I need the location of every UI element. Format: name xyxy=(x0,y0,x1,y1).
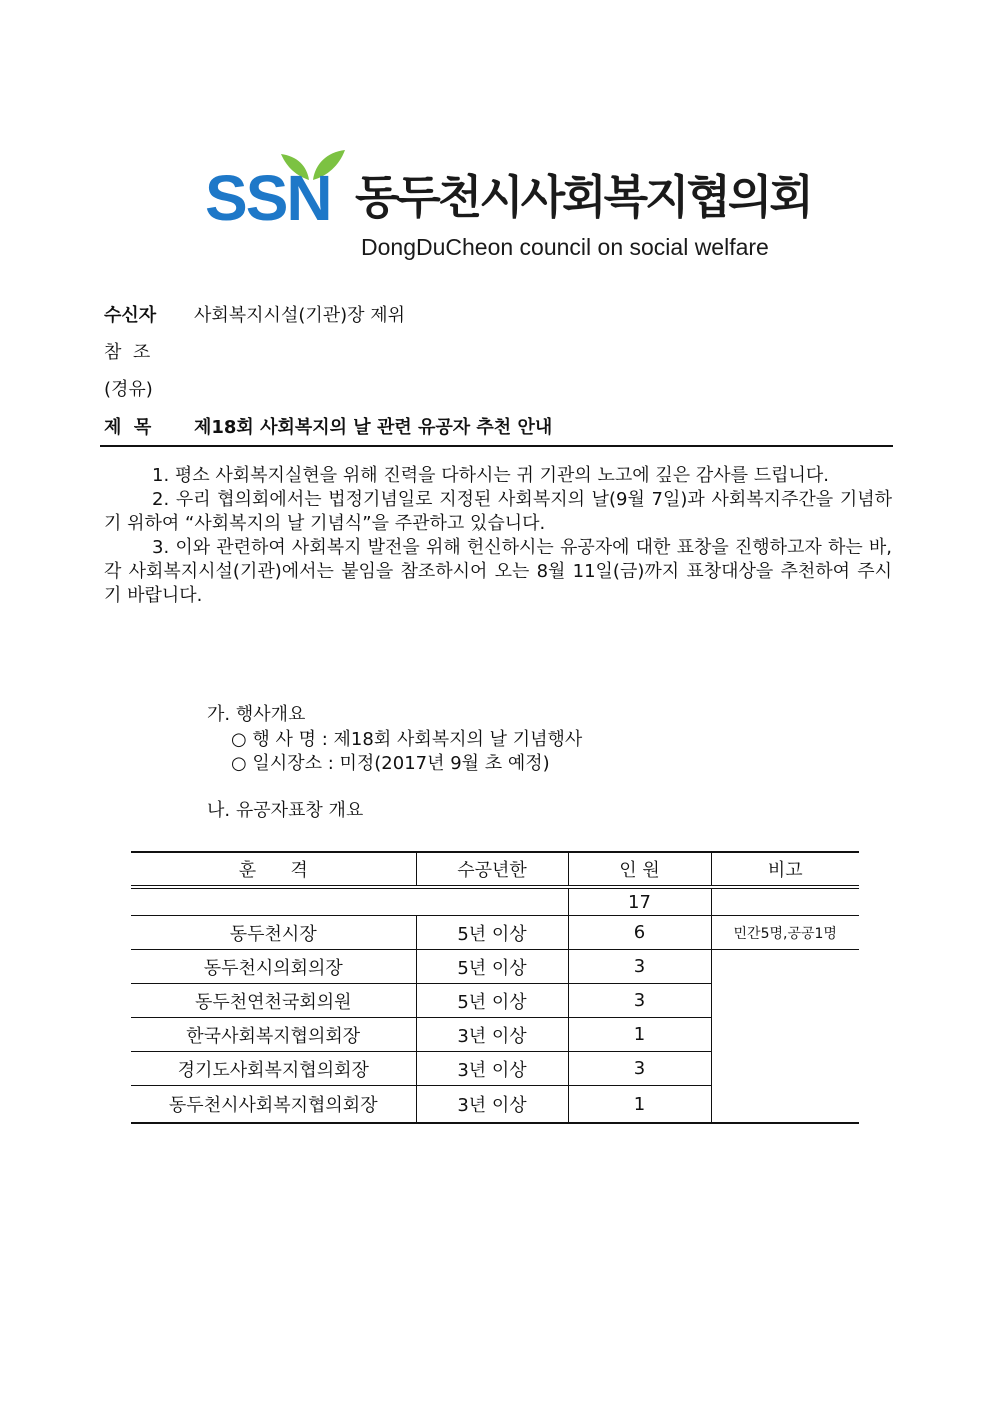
row-count: 3 xyxy=(568,950,711,984)
row-years: 5년 이상 xyxy=(416,950,568,984)
paragraph-2: 2. 우리 협의회에서는 법정기념일로 지정된 사회복지의 날(9월 7일)과 사회복지주간을 기념하기 위하여 “사회복지의 날 기념식”을 주관하고 있습니다. xyxy=(104,489,892,534)
recipient-row xyxy=(104,304,405,328)
reference-row xyxy=(104,341,194,365)
row-award: 동두천연천국회의원 xyxy=(131,984,416,1018)
row-award: 경기도사회복지협의회장 xyxy=(131,1052,416,1086)
via-label: (경유) xyxy=(104,379,153,400)
row-award: 한국사회복지협의회장 xyxy=(131,1018,416,1052)
reference-label: 참 조 xyxy=(104,342,151,363)
recipient-value: 사회복지시설(기관)장 제위 xyxy=(194,305,406,326)
section-a-title: 가. 행사개요 xyxy=(207,704,306,725)
header-count: 인 원 xyxy=(568,852,711,887)
table-row xyxy=(131,916,859,950)
row-award: 동두천시장 xyxy=(131,916,416,950)
row-years: 3년 이상 xyxy=(416,1052,568,1086)
total-note-cell xyxy=(711,887,859,916)
row-note: 민간5명,공공1명 xyxy=(711,916,859,950)
subject-divider xyxy=(100,445,893,447)
section-b-title: 나. 유공자표창 개요 xyxy=(207,800,364,821)
row-count: 1 xyxy=(568,1086,711,1124)
recipient-label: 수신자 xyxy=(104,305,157,326)
table-row xyxy=(131,950,859,984)
merged-note-cell xyxy=(711,950,859,1124)
section-a-item-name: ○ 행 사 명 : 제18회 사회복지의 날 기념행사 xyxy=(231,729,583,750)
award-table xyxy=(131,851,859,1124)
logo-name-english: DongDuCheon council on social welfare xyxy=(361,234,769,260)
organization-logo xyxy=(205,148,811,263)
header-years: 수공년한 xyxy=(416,852,568,887)
header-note: 비고 xyxy=(711,852,859,887)
row-count: 3 xyxy=(568,1052,711,1086)
total-label-cell xyxy=(131,887,568,916)
row-count: 6 xyxy=(568,916,711,950)
letter-body xyxy=(104,464,892,608)
via-row xyxy=(104,378,194,402)
subject-row xyxy=(104,416,552,440)
row-count: 3 xyxy=(568,984,711,1018)
row-years: 3년 이상 xyxy=(416,1086,568,1124)
subject-value: 제18회 사회복지의 날 관련 유공자 추천 안내 xyxy=(194,417,553,438)
table-header-row xyxy=(131,852,859,887)
logo-mark: SSN xyxy=(205,162,331,234)
row-count: 1 xyxy=(568,1018,711,1052)
section-a-item-date: ○ 일시장소 : 미정(2017년 9월 초 예정) xyxy=(231,753,550,774)
table-total-row xyxy=(131,887,859,916)
row-years: 3년 이상 xyxy=(416,1018,568,1052)
row-award: 동두천시사회복지협의회장 xyxy=(131,1086,416,1124)
row-award: 동두천시의회의장 xyxy=(131,950,416,984)
logo-name-korean: 동두천시사회복지협의회 xyxy=(355,170,811,224)
paragraph-1: 1. 평소 사회복지실현을 위해 진력을 다하시는 귀 기관의 노고에 깊은 감사를 드립니다. xyxy=(152,465,830,486)
total-count: 17 xyxy=(568,887,711,916)
paragraph-3: 3. 이와 관련하여 사회복지 발전을 위해 헌신하시는 유공자에 대한 표창을 진행하고자 하는 바, 각 사회복지시설(기관)에서는 붙임을 참조하시어 오는 8월 11일(금)까지 표창대상을 추천하여 주시기 바랍니다. xyxy=(104,537,892,606)
subject-label: 제 목 xyxy=(104,417,152,438)
header-award: 훈 격 xyxy=(131,852,416,887)
row-years: 5년 이상 xyxy=(416,984,568,1018)
row-years: 5년 이상 xyxy=(416,916,568,950)
